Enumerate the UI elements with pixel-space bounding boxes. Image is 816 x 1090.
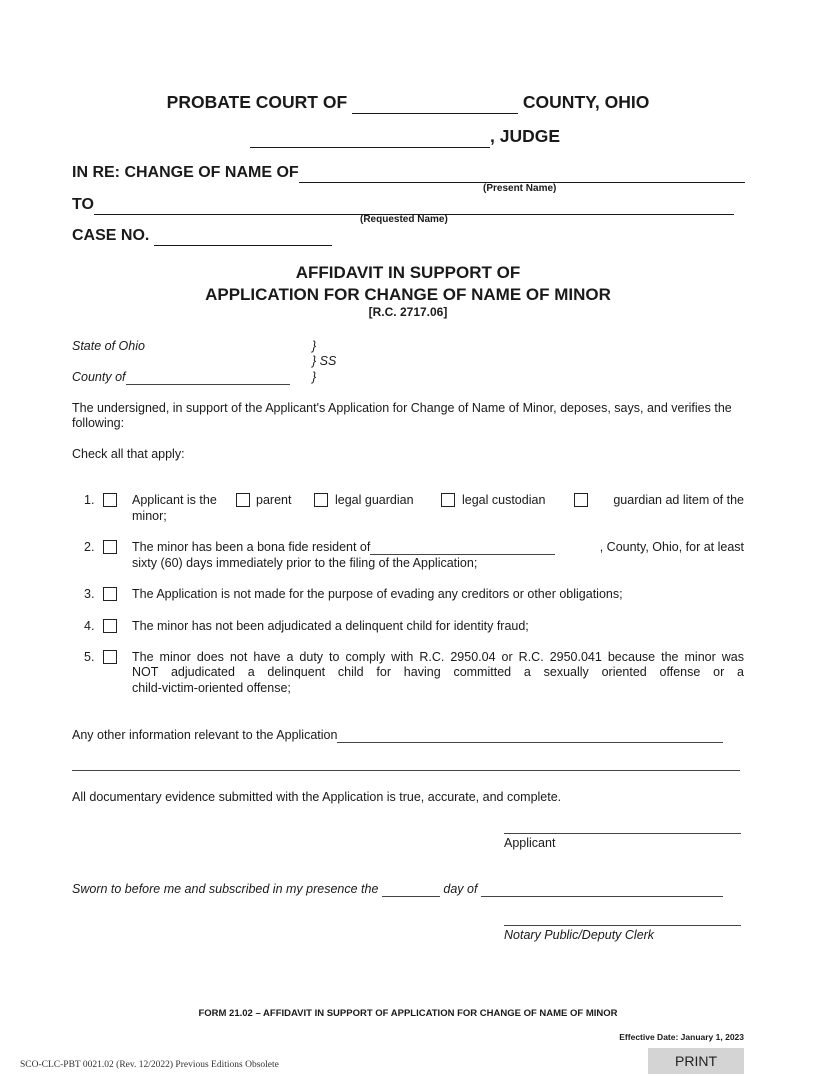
venue-brace-1: } [312,339,317,353]
other-info-line [72,728,723,743]
requested-name-field[interactable] [94,196,734,215]
sworn-text-a: Sworn to before me and subscribed in my presence the [72,882,379,896]
venue-state: State of Ohio [72,339,145,353]
legal-custodian-option: legal custodian [462,493,546,507]
applicant-signature-line[interactable] [504,833,741,834]
legal-guardian-option: legal guardian [335,493,414,507]
item-3-number: 3. [84,587,95,601]
item-4-number: 4. [84,619,95,633]
item-5-number: 5. [84,650,95,664]
venue-brace-2: } [312,370,317,384]
statute-ref: [R.C. 2717.06] [368,305,448,319]
in-re-label: IN RE: CHANGE OF NAME OF [72,164,299,181]
judge-name-field[interactable] [250,126,490,148]
present-name-label: (Present Name) [483,183,557,194]
guardian-ad-litem-option: guardian ad litem of the [613,493,744,507]
item-5-line3: child-victim-oriented offense; [132,681,291,695]
court-suffix: COUNTY, OHIO [522,92,650,112]
title-line2: APPLICATION FOR CHANGE OF NAME OF MINOR [205,285,611,304]
judge-line [250,126,560,148]
in-re-line [72,164,745,183]
item-2-line1 [132,540,744,555]
sworn-line [72,882,723,897]
intro-paragraph: The undersigned, in support of the Applicant's Application for Change of Name of Minor, deposes, says, and verifies the following: [72,401,732,430]
to-line [72,196,734,215]
item-1-checkbox[interactable] [103,493,117,507]
item-3-checkbox[interactable] [103,587,117,601]
other-info-field[interactable] [337,728,723,743]
form-code: SCO-CLC-PBT 0021.02 (Rev. 12/2022) Previous Editions Obsolete [20,1060,279,1070]
to-label: TO [72,196,94,213]
item-5-line2: NOT adjudicated a delinquent child for having committed a sexually oriented offense or a [132,665,744,679]
case-no-field[interactable] [154,227,332,246]
notary-signature-line[interactable] [504,925,741,926]
item-1-number: 1. [84,493,95,507]
item-4-text: The minor has not been adjudicated a delinquent child for identity fraud; [132,619,529,633]
item-4-checkbox[interactable] [103,619,117,633]
item-5-line1: The minor does not have a duty to comply with R.C. 2950.04 or R.C. 2950.041 because the minor was [132,650,744,664]
item-2-line2: sixty (60) days immediately prior to the filing of the Application; [132,556,478,570]
legal-guardian-checkbox[interactable] [314,493,328,507]
sworn-day-field[interactable] [382,882,440,897]
sworn-text-b: day of [443,882,478,896]
court-prefix: PROBATE COURT OF [166,92,348,112]
other-info-label: Any other information relevant to the Application [72,728,338,742]
item-1-lead: Applicant is the [132,493,217,507]
title-line1: AFFIDAVIT IN SUPPORT OF [295,263,521,282]
parent-checkbox[interactable] [236,493,250,507]
item-2-checkbox[interactable] [103,540,117,554]
evidence-statement: All documentary evidence submitted with the Application is true, accurate, and complete. [72,790,562,804]
case-no-line [72,227,332,246]
item-3-text: The Application is not made for the purpose of evading any creditors or other obligations; [132,587,623,601]
case-no-label: CASE NO. [72,227,150,244]
county-field[interactable] [352,92,518,114]
print-button[interactable]: PRINT [648,1048,744,1074]
legal-custodian-checkbox[interactable] [441,493,455,507]
venue-county-label: County of [72,370,126,384]
requested-name-label: (Requested Name) [360,214,448,225]
item-2-text-a: The minor has been a bona fide resident of [132,540,371,554]
effective-date: Effective Date: January 1, 2023 [619,1032,744,1042]
applicant-label: Applicant [504,836,556,850]
venue-county-field[interactable] [126,370,290,385]
item-2-text-b: , County, Ohio, for at least [599,540,744,554]
item-1-continuation: minor; [132,509,167,523]
judge-suffix: , JUDGE [490,126,561,146]
item-2-number: 2. [84,540,95,554]
parent-option: parent [256,493,292,507]
check-all-note: Check all that apply: [72,447,185,461]
venue-county [72,370,290,385]
sworn-month-field[interactable] [481,882,723,897]
item-5-checkbox[interactable] [103,650,117,664]
present-name-field[interactable] [299,164,745,183]
guardian-ad-litem-checkbox[interactable] [574,493,588,507]
venue-ss: } SS [312,354,337,368]
court-header [0,92,816,114]
form-title-footer: FORM 21.02 – AFFIDAVIT IN SUPPORT OF APPLICATION FOR CHANGE OF NAME OF MINOR [198,1008,618,1019]
other-info-field-line2[interactable] [72,770,740,771]
notary-label: Notary Public/Deputy Clerk [504,928,655,942]
residence-county-field[interactable] [370,540,555,555]
